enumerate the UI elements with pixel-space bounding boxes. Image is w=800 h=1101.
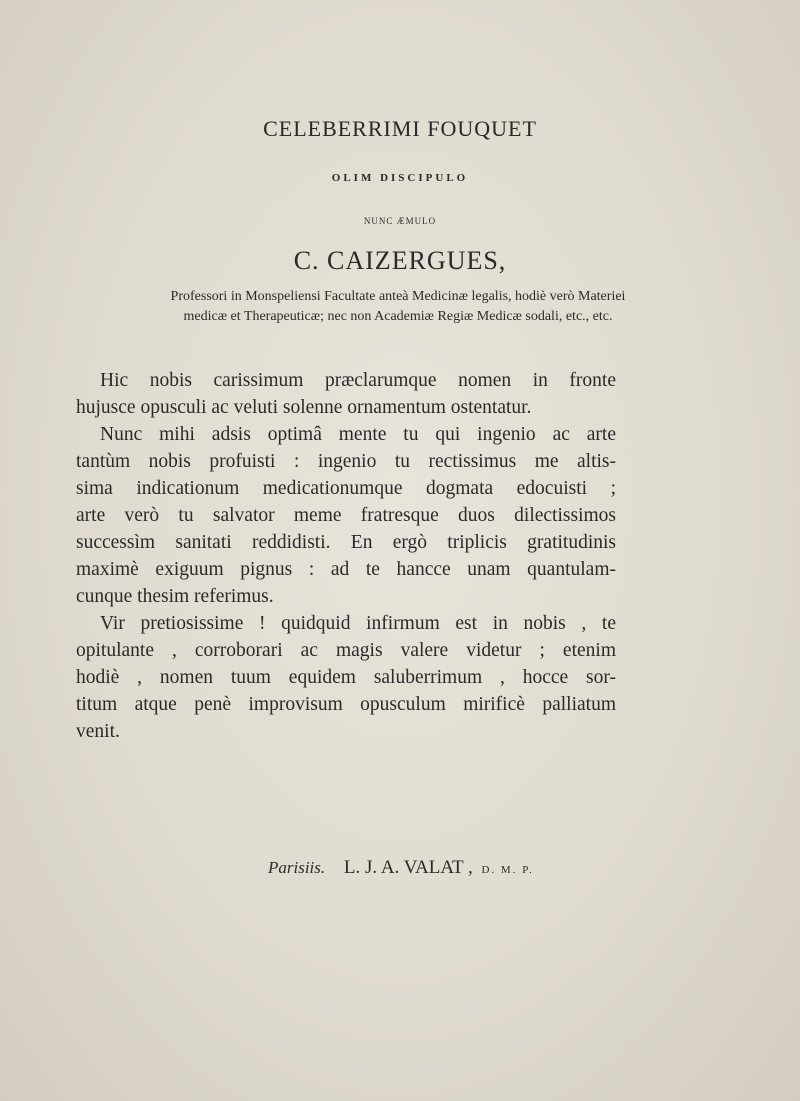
text-line: Nunc mihi adsis optimâ mente tu qui ingenio ac arte xyxy=(100,424,616,445)
dedication-text xyxy=(76,367,616,745)
text-line: maximè exiguum pignus : ad te hancce unam quantulam- xyxy=(76,559,616,580)
text-line: Vir pretiosissime ! quidquid infirmum est in nobis , te xyxy=(100,613,616,634)
text-line: cunque thesim referimus. xyxy=(76,586,274,607)
dedicatee-titles-line-1: Professori in Monspeliensi Facultate anteà Medicinæ legalis, hodiè verò Materiei xyxy=(170,289,626,304)
text-line: arte verò tu salvator meme fratresque duos dilectissimos xyxy=(76,505,616,526)
text-line: venit. xyxy=(76,721,120,742)
text-line: successìm sanitati reddidisti. En ergò triplicis gratitudinis xyxy=(76,532,616,553)
text-line: opitulante , corroborari ac magis valere videtur ; etenim xyxy=(76,640,616,661)
signature-degree: D. M. P. xyxy=(481,864,534,876)
signature-place: Parisiis. xyxy=(268,858,326,877)
dedicatee-titles-line-2: medicæ et Therapeuticæ; nec non Academiæ Regiæ Medicæ sodali, etc., etc. xyxy=(183,309,613,324)
text-line: hodiè , nomen tuum equidem saluberrimum , hocce sor- xyxy=(76,667,616,688)
dedicatee-name: C. CAIZERGUES, xyxy=(293,246,507,275)
subtitle-olim: OLIM DISCIPULO xyxy=(331,172,469,184)
text-line: tantùm nobis profuisti : ingenio tu rectissimus me altis- xyxy=(76,451,616,472)
dedication-title: CELEBERRIMI FOUQUET xyxy=(263,116,537,141)
dedicatee-titles xyxy=(74,287,722,327)
text-line: titum atque penè improvisum opusculum mirificè palliatum xyxy=(76,694,616,715)
signature-name: L. J. A. VALAT , xyxy=(343,857,473,878)
signature xyxy=(268,857,534,879)
text-line: sima indicationum medicationumque dogmata edocuisti ; xyxy=(76,478,616,499)
text-line: Hic nobis carissimum præclarumque nomen in fronte xyxy=(100,370,616,391)
text-line: hujusce opusculi ac veluti solenne ornamentum ostentatur. xyxy=(76,397,532,418)
subtitle-nunc: NUNC ÆMULO xyxy=(363,216,437,226)
